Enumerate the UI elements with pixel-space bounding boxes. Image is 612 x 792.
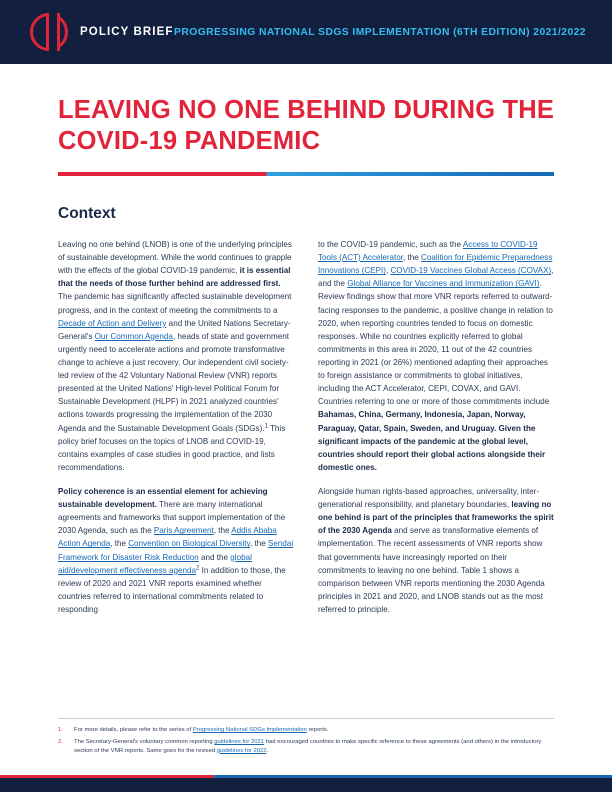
left-paragraph-1 [58,238,296,474]
policy-brief-logo-icon [30,13,68,51]
text-run: and serve as transformative elements of implementation. The recent assessments of VNR reports show that governments have increasingly reported on their commitments to leaving no one behind. Table 1 shows a comparison between VNR reports mentioning the 2030 Agenda principles in 2021 and 2020, and LNOB stands out as the most referred to principle. [318,526,545,614]
right-paragraph-2 [318,485,556,616]
left-column [58,238,296,616]
emphasis-run: leaving no one behind is part of the principles that frameworks the spirit of the 2030 Agenda [318,500,554,536]
footnote-ref-2[interactable]: 2 [196,564,200,571]
text-run: , the [249,539,268,549]
text-run: , [385,266,391,276]
text-run: , heads of state and government urgently need to accelerate actions and promote transformative change to achieve a just recovery. Our independent civil society-led review of the 42 Voluntary National Review (VNR) reports presented at the United Nations' High-level Political Forum for Sustainable Development (HLPF) in 2021 analyzed countries' actions towards progressing the implementation of the 2030 Agenda and the Sustainable Development Goals (SDGs). [58,331,290,433]
text-run: Leaving no one behind (LNOB) is one of the underlying principles of sustainable development. While the world continues to grapple with the effects of the global COVID-19 pandemic, [58,240,292,276]
title-line-1: LEAVING NO ONE BEHIND DURING THE [58,96,555,124]
title-line-2: COVID-19 PANDEMIC [58,127,321,156]
footnotes [58,726,556,759]
link-decade-of-action[interactable]: Decade of Action and Delivery [58,318,167,328]
link-progressing-national-sdgs[interactable]: Progressing National SDGs Implementation [192,727,307,733]
footnote-text [74,738,556,756]
text-run: reports. [306,727,329,733]
link-cepi[interactable]: Coalition for Epidemic Preparedness Innovations (CEPI) [318,253,553,276]
link-covax[interactable]: COVID-19 Vaccines Global Access (COVAX) [390,266,552,276]
footnote-number: 2. [58,738,63,745]
footnote-number: 1. [58,727,63,733]
footnote-ref-1[interactable]: 1 [264,422,268,429]
link-act-accelerator[interactable]: Access to COVID-19 Tools (ACT) Accelerator [318,240,538,263]
footnote-item [58,738,556,756]
text-run: had encouraged countries to make specific reference to these agreements (and others) in the introductory section of the VNR reports. Same goes for the revised [74,738,542,754]
text-run: The pandemic has significantly affected sustainable development progress, and in the context of meeting the commitments to a [58,292,292,315]
link-aid-development-effectiveness[interactable]: global aid/development effectiveness agenda [58,552,252,575]
text-run: . [266,747,269,754]
title-block [58,95,558,157]
emphasis-run: Policy coherence is an essential element for achieving sustainable development. [58,486,268,510]
text-run: and the [198,552,231,562]
text-run: . Review findings show that more VNR reports referred to outward-facing responses to the pandemic, a positive change in relation to 2020, when reporting countries tended to focus on domestic responses. While no countries explicitly referred to global commitments in this area in 2020, 11 out of the 42 countries reporting in 2021 (or 26%) mentioned adapting their approaches to foreign assistance or commitments to global initiatives, including the ACT Accelerator, CEPI, COVAX, and GAVI. Countries referring to one or more of those commitments include [318,279,553,407]
text-run: , the [110,539,129,549]
footnote-item [58,726,556,735]
link-gavi[interactable]: Global Alliance for Vaccines and Immunization (GAVI) [347,279,540,289]
text-run: In addition to those, the review of 2020 and 2021 VNR reports examined whether countries referred to international commitments related to responding [58,565,286,614]
footnote-text [74,726,556,735]
link-paris-agreement[interactable]: Paris Agreement [153,526,214,536]
text-run: There are many international agreements and frameworks that support implementation of the 2030 Agenda, such as the [58,500,286,536]
link-convention-biological-diversity[interactable]: Convention on Biological Diversity [128,539,250,549]
section-heading-context: Context [58,205,116,222]
left-paragraph-2 [58,485,296,616]
link-addis-ababa-action-agenda[interactable]: Addis Ababa Action Agenda [58,526,277,549]
series-label: PROGRESSING NATIONAL SDGS IMPLEMENTATION (6TH EDITION) 2021/2022 [174,27,586,38]
body-columns [58,238,556,616]
emphasis-run: it is essential that the needs of those further behind are addressed first. [58,266,291,289]
text-run: to the COVID-19 pandemic, such as the [318,240,463,249]
page-title [58,95,558,157]
right-column [318,238,556,616]
title-divider [58,172,554,176]
text-run: , and the [318,266,554,289]
link-sendai-framework[interactable]: Sendai Framework for Disaster Risk Reduction [58,539,294,562]
text-run: For more details, please refer to the series of [74,727,193,733]
text-run: , the [403,253,422,263]
policy-brief-label: POLICY BRIEF [80,26,174,38]
brand-logo [30,13,174,51]
right-paragraph-1 [318,238,556,474]
text-run: The Secretary-General's voluntary common reporting [74,738,215,745]
document-header [0,0,612,64]
text-run: This policy brief focuses on the topics of LNOB and COVID-19, contains examples of case studies in good practice, and lists recommendations. [58,423,286,472]
link-guidelines-2022[interactable]: guidelines for 2022 [216,747,267,754]
text-run: and the United Nations Secretary-General's [58,318,291,341]
footnote-divider [58,718,554,719]
link-guidelines-2021[interactable]: guidelines for 2021 [214,738,265,745]
footer-bar [0,778,612,792]
emphasis-run: Bahamas, China, Germany, Indonesia, Japan, Norway, Paraguay, Qatar, Spain, Sweden, and Uruguay. Given the significant impacts of the pandemic at the global level, countries should report their global actions alongside their domestic ones. [318,410,546,472]
text-run: Alongside human rights-based approaches, universality, inter-generational responsibility, and planetary boundaries, [318,486,540,510]
text-run: , the [213,526,232,536]
link-our-common-agenda[interactable]: Our Common Agenda [94,331,173,341]
